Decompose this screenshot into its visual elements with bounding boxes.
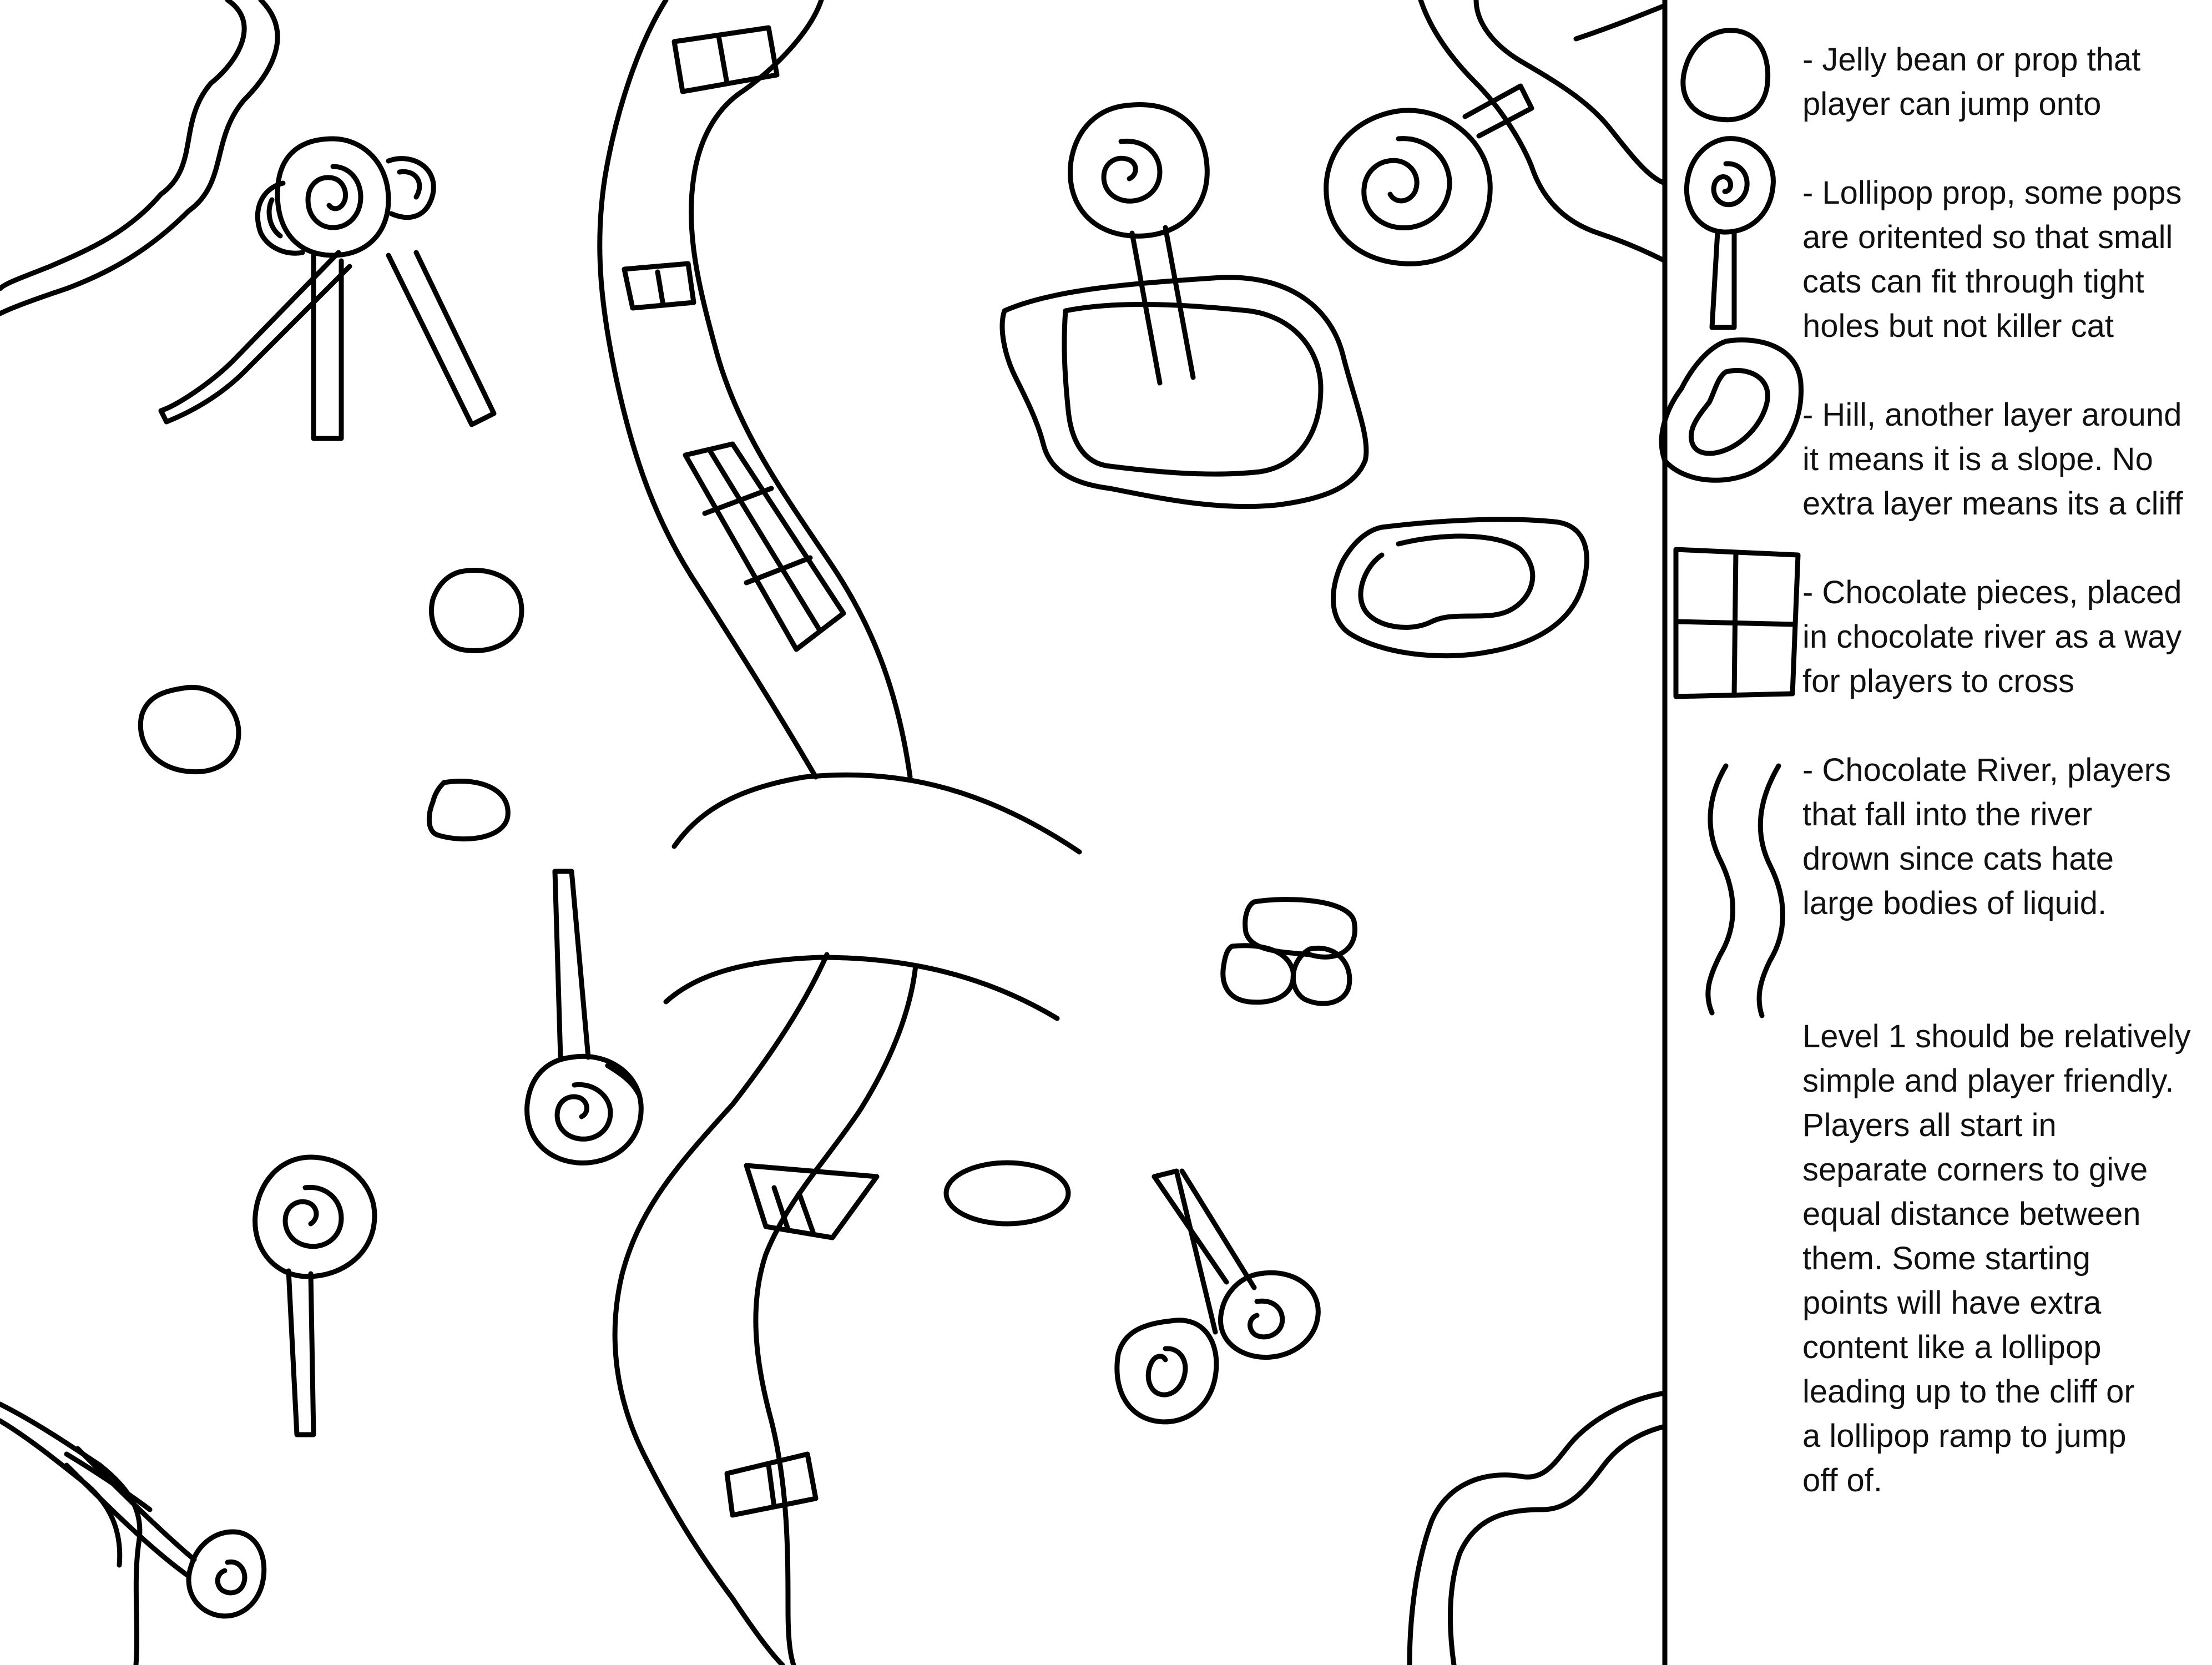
jelly-bean-cluster (1223, 900, 1355, 1004)
main-chocolate-river-lower (615, 955, 916, 1665)
jelly-bean-3 (429, 781, 508, 839)
bottom-left-chocolate-river (0, 1404, 150, 1665)
chocolate-river-icon (1708, 766, 1783, 1016)
top-right-chocolate-river (1421, 0, 1665, 261)
center-hill-arc-upper (674, 775, 1079, 852)
chocolate-piece-icon (1676, 549, 1798, 697)
legend-jelly-bean-text: - Jelly bean or prop that player can jump onto (1802, 42, 2141, 122)
lollipop-center-left (527, 871, 642, 1163)
main-chocolate-river-upper (600, 0, 910, 777)
hill-slope-upper-right (1002, 278, 1366, 507)
cherry-lollipops (1117, 1171, 1319, 1422)
jelly-bean-2 (140, 687, 239, 771)
hill-icon (1661, 340, 1801, 481)
jelly-bean-icon (1683, 31, 1768, 120)
chocolate-piece-bottom (727, 1454, 816, 1515)
legend-chocolate-piece-text: - Chocolate pieces, placed in chocolate river as a way for players to cross (1802, 574, 2182, 699)
top-left-chocolate-river (0, 0, 277, 314)
chocolate-piece-small (624, 264, 694, 308)
chocolate-piece-top (674, 28, 777, 92)
center-hill-arc-lower (666, 957, 1057, 1018)
level-notes-text: Level 1 should be relatively simple and player friendly. Players all start in separate corners to give equal distance between them. Some starting points will have extra content like a lollipop leading up to the cliff or a lollipop ramp to jump off of. (1802, 1018, 2191, 1499)
jelly-bean-4 (946, 1163, 1068, 1224)
hill-slope-right (1334, 519, 1587, 656)
lollipop-icon (1686, 139, 1773, 327)
lollipop-lower-left (255, 1157, 375, 1435)
jelly-bean-1 (431, 571, 522, 651)
legend-hill-text: - Hill, another layer around it means it is a slope. No extra layer means its a cliff (1802, 397, 2183, 522)
lollipop-on-hill (1070, 104, 1207, 383)
legend-lollipop-text: - Lollipop prop, some pops are oritented so that small cats can fit through tight holes but not killer cat (1802, 175, 2182, 344)
legend-chocolate-river-text: - Chocolate River, players that fall into the river drown since cats hate large bodies of liquid. (1802, 752, 2171, 921)
bottom-right-chocolate-river (1410, 1393, 1665, 1665)
